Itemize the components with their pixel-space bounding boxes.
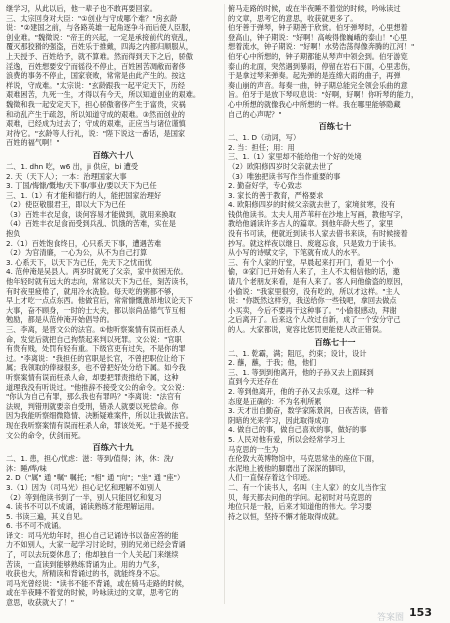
text-line: 伯牙心中所想的，钟子期都能从琴声中领会到。伯牙游览 bbox=[228, 51, 408, 61]
text-line: 贝，每天都去问他的学问。起初时对马克思的 bbox=[228, 492, 372, 502]
text-line: 小偷说："我家里很穷，没有吃的，所以才这样。"主人 bbox=[228, 286, 400, 296]
text-line: 2. 当：担任；用：用 bbox=[228, 142, 295, 152]
text-line: 于是拿过琴来弹奏。起先弹的是连绵大雨的曲子，再弹 bbox=[228, 71, 401, 81]
text-line: （3）唯独把读书写作当作重要的事 bbox=[228, 171, 341, 181]
text-line: 创业难。"魏徵说："帝王的兴起，一定是承接前代的衰乱， bbox=[6, 32, 193, 42]
text-line: 泰山的北面，突然遇到暴雨，停留在岩石下面，心里悲伤， bbox=[228, 61, 415, 71]
text-line: 有时夜里疲倦了，就用冷水洗脸。每天吃的粥都不够， bbox=[6, 286, 179, 296]
text-line: 他年轻时就有远大的志向，常常以天下为己任，刻苦读书， bbox=[6, 277, 193, 287]
text-line: 阴暗的光来学习，因此取得成功 bbox=[228, 415, 329, 425]
text-line: 收获也大，所精读和背诵过的书，就能终身不忘。 bbox=[6, 569, 165, 579]
text-line: 从小写的诗赋文字，下笔就有成人的水平。 bbox=[228, 248, 365, 258]
text-line: 说："②建国之前，与各路英雄一起角逐争斗而后使人臣服， bbox=[6, 23, 196, 33]
text-line: 3.（1）因为（司马光）担心记忆和理解不如别人 bbox=[6, 482, 162, 492]
text-line: 三、1.（1）家里却不能给他一个好的处境 bbox=[228, 152, 362, 162]
text-line: 三、有个人家的厅堂，早晨起来打开门，看见一个小 bbox=[228, 257, 394, 267]
text-line: 小买卖，今后不要再干这种事了。"小偷很感动，拜谢 bbox=[228, 305, 397, 315]
column-divider bbox=[224, 4, 225, 604]
text-line: 登高山，钟子期说："好啊！高峻得像巍峨的泰山！"心里 bbox=[228, 32, 408, 42]
text-line: 2. 蘸，蘸，于我；他，他们 bbox=[228, 358, 317, 368]
text-line: （2）等到他读书到了一半，别人只能回忆和复习 bbox=[6, 492, 162, 502]
section-title-71: 百练七十一 bbox=[314, 336, 356, 347]
text-line: "你认为自己有罪，那么我也有罪吗？"李离说："法官有 bbox=[6, 392, 182, 402]
text-line: 魏徵和我一起安定天下，担心骄傲奢侈产生于富贵，灾祸 bbox=[6, 99, 186, 109]
text-line: 教给他诵读许多古人的篇章。到他年龄大些了，家里 bbox=[228, 219, 394, 229]
text-line: 俯马走路的时候，或在半夜睡不着觉的时候，吟咏读过 bbox=[228, 4, 401, 13]
text-line: 5. 书读三遍，其义自见。 bbox=[6, 511, 88, 521]
text-line: （2）为官清廉，一心为公，从不为自己打算 bbox=[6, 248, 148, 258]
text-line: 有贵有贱，处罚有轻有重。下级官吏有过失，不是你的罪 bbox=[6, 344, 186, 354]
text-line: 三、1. 等到到他离开，他的子孙又去上面踩到 bbox=[228, 367, 374, 377]
text-line: 大事，奋不顾身，一时的士大夫，都以崇尚品德气节互相 bbox=[6, 305, 186, 315]
right-column bbox=[228, 4, 442, 610]
text-line: 继学习，从此以后，他一辈子也不敢再要回家。 bbox=[6, 4, 157, 13]
text-line: 二、1. 乾霸，满；阻厄，约束；设计，设计 bbox=[228, 348, 367, 358]
section-70-translation bbox=[228, 258, 442, 335]
text-line: 4. 欧阳修四岁的时候父亲就去世了，家境贫寒，没有 bbox=[228, 200, 396, 210]
text-line: 2. 天（天下人）；一本：治理国家大事 bbox=[6, 171, 127, 181]
text-line: 二、有一个读书人，名叫（主人家）的女儿当作宝 bbox=[228, 482, 387, 492]
page-number: 153 bbox=[409, 606, 432, 619]
section-68-answers bbox=[6, 162, 220, 325]
text-line: 对待它。"玄龄等人行礼，说："陛下说这一番话，是国家 bbox=[6, 128, 186, 138]
text-line: 4. 读书不可以不成诵，诵读熟练才能理解运用。 bbox=[6, 502, 159, 512]
text-line: 在伦敦大英博物馆中，马克思常坐的座位下面， bbox=[228, 454, 379, 464]
text-line: 过。"李离说："我担任的官职是长官，不曾把职位让给下 bbox=[6, 353, 186, 363]
text-line: 持之以恒，坚持不懈才能取得成就。 bbox=[228, 511, 344, 521]
text-line: 因为我能听察细微隐情、决断疑难案件，所以让我做法官。 bbox=[6, 411, 193, 421]
text-line: 道理我没有听说过。"他推辞不接受文公的命令。文公说： bbox=[6, 382, 189, 392]
text-line: 之后离开了。后来这个人改过自新，成了一个安分守己 bbox=[228, 315, 401, 325]
text-line: 勉励，都是从范仲淹开始倡导的。 bbox=[6, 315, 114, 325]
text-line: 马克思的一生为 bbox=[228, 444, 279, 454]
text-line: 想着流水，钟子期说："好啊！水势浩荡得像奔腾的江河！" bbox=[228, 42, 415, 52]
text-line: （3）百姓丰衣足食，谈何容易才能做到，就用来换取 bbox=[6, 209, 176, 219]
text-line: 2. 勤奋好学，专心致志 bbox=[228, 181, 302, 191]
text-line: 人们一直保存着这个印迹。 bbox=[228, 473, 315, 483]
text-line: 译文：司马光幼年时，担心自己记诵诗书以备应答的能 bbox=[6, 530, 179, 540]
text-line: 说："你既然这样穷，我送给你一些钱吧，拿回去做点 bbox=[228, 296, 397, 306]
text-line: 态度是正确的：不为名利所累 bbox=[228, 396, 322, 406]
text-line: 4. 范仲淹是吴县人。两岁时就死了父亲，家中贫困无依。 bbox=[6, 267, 188, 277]
text-line: （2）使臣敬服君王，即以大下为已任 bbox=[6, 200, 126, 210]
section-title-69: 百练六十九 bbox=[92, 442, 134, 453]
text-line: 的人。大家都说，宽容比惩罚更能使人改正错误。 bbox=[228, 325, 387, 334]
text-line: 奏山崩的声音。每奏一曲，钟子期总能完全领会乐曲的意 bbox=[228, 80, 408, 90]
text-line: 和动乱产生于疏忽，所以知道守成的艰难。③然而创业的 bbox=[6, 109, 185, 119]
text-line: 艰难困苦，九死一生，才得以有今天，所以知道创业的艰难。 bbox=[6, 90, 201, 100]
text-line: 心中所想的就像我心中所想的一样。我在哪里能够隐藏 bbox=[228, 99, 401, 109]
text-line: 三、李离，是晋文公的法官。①他听察案情有误而枉杀人 bbox=[6, 325, 185, 334]
text-line: （4）百姓丰衣足食而受到兵乱、饥饿的苦难，实在是 bbox=[6, 219, 176, 229]
text-line: 力不如别人，大家一起学习讨论时，别的兄弟已经会背诵 bbox=[6, 540, 186, 550]
text-line: 了，可以去玩耍休息了；他却独自一个人关起门来继续 bbox=[6, 550, 179, 560]
text-line: 司马光曾经说："读书不能不背诵，或在骑马走路的时候， bbox=[6, 578, 189, 588]
section-title-70: 百练七十 bbox=[318, 121, 352, 132]
text-line: 听察案情有误而枉杀人命，却要把罪责推给下属，这种 bbox=[6, 372, 179, 382]
text-line: 地位只是一般，后来才知道他的伟大。学习要 bbox=[228, 502, 372, 512]
text-line: 5. 人民对他有爱，所以会经常学习上 bbox=[228, 434, 345, 444]
text-line: 请几个老朋友来看，是有人来了。客人问他偷盗的原因， bbox=[228, 277, 408, 287]
text-line: 偷，③家门已开始有人来了，主人不太相信他的话，邀 bbox=[228, 267, 400, 277]
section-68-translation bbox=[6, 325, 220, 440]
text-line: 伯牙善于弹琴，钟子期善于欣赏。伯牙弹琴时，心里想着 bbox=[228, 23, 408, 33]
text-line: 文公的命令，伏剑而死。 bbox=[6, 430, 86, 440]
text-line: 3. 心系天下，以天下为己任，先天下之忧而忧 bbox=[6, 257, 152, 267]
text-line: 属；我领取的俸禄很多，也不曾把好处分给下属。如今我 bbox=[6, 363, 186, 373]
text-line: 浪费的事务不停止，国家衰败，常常是由此产生的。按这 bbox=[6, 71, 186, 81]
section-69-answers bbox=[6, 454, 220, 608]
text-line: 或在半夜睡不着觉的时候，吟咏读过的文章，思考它的 bbox=[6, 588, 179, 598]
text-line: 没有书可读，便就近到读书人家去借书来读，有时候接着 bbox=[228, 229, 408, 239]
text-line: 命，发觉后就把自己拘禁起来判以死罪。文公说："官职 bbox=[6, 334, 182, 344]
text-line: 2. D（"属" 通 "嘱" 嘱托；"相" 通 "向"；"坐" 通 "座"） bbox=[6, 473, 185, 483]
section-70-answers bbox=[228, 133, 442, 258]
text-line: 淫逸，百姓想要安宁而徭役不停止，百姓困苦凋敝而奢侈 bbox=[6, 61, 186, 71]
text-line: 二、1. dhn 吃，w6 出，ji 供应，bi 遭受 bbox=[6, 161, 139, 171]
text-line: 抄写。就这样夜以继日、废寝忘食，只是致力于读书。 bbox=[228, 238, 401, 248]
text-line: 苦读，一直读到能够熟练背诵为止。用的力气多， bbox=[6, 559, 165, 569]
text-line: 抱负 bbox=[6, 229, 21, 239]
text-line: 现在我听察案情有误而枉杀人命，罪该处死。"于是不接受 bbox=[6, 420, 189, 430]
watermark-text: 答案圈 bbox=[376, 613, 404, 623]
text-line: 二、1. 患，担心/忧虑：滋：等到/值得；沐，休：洗/ bbox=[6, 454, 174, 464]
text-line: 直到今天还存在 bbox=[228, 377, 279, 387]
text-line: 百姓的福气啊！" bbox=[6, 138, 60, 148]
text-line: 沐：睡/哗/味 bbox=[6, 463, 47, 473]
right-intro bbox=[228, 4, 442, 119]
text-line: 艰难，已经成为过去了；守成的艰难，正应当与诸位谨慎 bbox=[6, 119, 186, 129]
text-line: 水泥地上被他的脚磨出了深深的脚印， bbox=[228, 463, 351, 473]
text-line: 自己的心声呢？" bbox=[228, 109, 282, 119]
text-line: 法规，判错刑就要亲自受刑，错杀人就要以死偿命。你 bbox=[6, 401, 179, 411]
text-line: 3. 丁国/悔慷/慨地/天下事/事业/要以天下为已任 bbox=[6, 181, 157, 191]
left-column bbox=[6, 4, 220, 610]
text-line: 的文章，思考它的意思，收获就更多了。 bbox=[228, 13, 358, 23]
text-line: 钱供他读书。太夫人用芦苇秆在沙地上写画，教他写字， bbox=[228, 209, 408, 219]
text-line: 三、太宗回身对大臣："①创业与守成哪个难？"房玄龄 bbox=[6, 13, 178, 23]
text-line: 2. 等到他离开，他的子孙又去乐观，这样一种 bbox=[228, 386, 374, 396]
text-line: 旨。伯牙于是放下琴叹息说："好啊，好啊！你听琴的能力， bbox=[228, 90, 419, 100]
text-line: 3. 天才出自勤奋，数学家陈景润，日夜苦读，借着 bbox=[228, 406, 389, 416]
text-line: 6. 书不可不成诵。 bbox=[6, 521, 66, 531]
text-line: 样说，守成难。"太宗说："玄龄跟我一起平定天下，历经 bbox=[6, 80, 186, 90]
text-line: 2.（1）百姓饱食终日，心只系天下事，遭遇苦难 bbox=[6, 238, 162, 248]
section-title-68: 百练六十八 bbox=[92, 149, 134, 160]
text-line: 意思，收获就大了！" bbox=[6, 598, 74, 608]
left-intro bbox=[6, 4, 220, 148]
text-line: 二、1. D（动词，写） bbox=[228, 133, 301, 143]
text-line: 4. 做自己的事，做自己喜欢的事，做好的事 bbox=[228, 425, 367, 435]
text-line: 3. 家长的善于教育，严格要求 bbox=[228, 190, 324, 200]
text-line: 上天授予、百姓给予，就不算难。然而得到天下之后，骄傲 bbox=[6, 51, 193, 61]
text-line: 早上才吃一点点东西。他做官后，常常慷慨激昂地议论天下 bbox=[6, 296, 193, 306]
section-71-answers bbox=[228, 349, 442, 522]
text-line: 三、1.（1）有才能和德行的人，能把国家治理好 bbox=[6, 190, 162, 200]
text-line: （2）欧阳修四岁时父亲就去世了 bbox=[228, 161, 334, 171]
text-line: 覆灭那狡猾的强盗，百姓乐于推戴，四海之内都归顺服从， bbox=[6, 42, 193, 52]
